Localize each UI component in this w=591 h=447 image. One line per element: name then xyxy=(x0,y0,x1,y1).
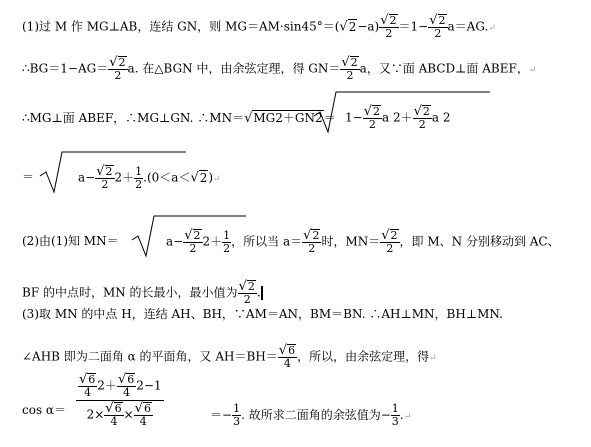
line-2 xyxy=(22,56,536,82)
l9-fraction-1: $\frac{1}{3}$ xyxy=(233,402,241,428)
cos-big-fraction xyxy=(76,373,164,428)
line-4 xyxy=(78,165,221,191)
l5-fraction-4: $\frac{√2}{2}$ xyxy=(381,228,398,255)
line-3 xyxy=(22,110,336,126)
l4-text-b: a− xyxy=(78,170,96,185)
line-3-radicand xyxy=(345,105,451,131)
l5-text-b: a− xyxy=(166,234,184,249)
l9-fraction-2: $\frac{1}{3}$ xyxy=(391,402,399,428)
l2-text-a: ∴BG＝1−AG＝ xyxy=(22,61,109,76)
l7-text-a: (3)取 MN 的中点 H，连结 AH、BH，∵AM＝AN，BM＝BN. ∴AH⊥MN，BH⊥MN. xyxy=(22,307,503,321)
line-9-label xyxy=(22,403,66,417)
l2-text-g: a，又∵面 ABCD⊥面 ABEF， xyxy=(359,61,529,76)
text-cursor xyxy=(261,286,263,300)
l4-fraction-1: $\frac{√2}{2}$ xyxy=(96,164,113,191)
l1-text-i: a＝AG. xyxy=(447,19,489,34)
l5-fraction-1: $\frac{√2}{2}$ xyxy=(184,228,201,255)
l2-fraction-1: $\frac{√2}{2}$ xyxy=(109,55,126,82)
l4-radicand: 2 xyxy=(199,170,208,185)
l5-text-a: (2)由(1)知 MN＝ xyxy=(22,234,119,248)
l3-fraction-1: $\frac{√2}{2}$ xyxy=(363,104,380,131)
l6-text-a: BF 的中点时，MN 的长最小，最小值为 xyxy=(22,285,238,300)
line-5-label xyxy=(22,234,119,248)
paragraph-mark: ↵ xyxy=(488,23,496,34)
line-1 xyxy=(22,14,496,40)
l9-text-t: . xyxy=(399,408,404,422)
l5-text-e: 2＋ xyxy=(202,234,223,249)
sqrt-symbol: √ xyxy=(244,111,253,126)
l3-text-d: 1− xyxy=(345,110,363,125)
l8-text-d: ，所以，由余弦定理，得 xyxy=(297,349,430,364)
l1-text-a: (1)过 M 作 MG⊥AB，连结 GN，则 MG＝AM·sin45°＝( xyxy=(22,19,340,34)
l9-text-q: . 故所求二面角的余弦值为− xyxy=(241,408,391,422)
cos-denominator: 2× $\frac{√6}{4}$ × $\frac{√6}{4}$ xyxy=(86,401,151,428)
l1-fraction-2: $\frac{√2}{2}$ xyxy=(429,13,446,40)
paragraph-mark: ↵ xyxy=(213,174,221,185)
l3-text-j: a 2 xyxy=(431,110,451,125)
line-9-result xyxy=(210,403,411,428)
line-6 xyxy=(22,280,263,306)
line-5 xyxy=(166,229,560,255)
l3-text-a: ∴MG⊥面 ABEF，∴MG⊥GN. ∴MN＝ xyxy=(22,111,245,125)
l4-fraction-2: $\frac{1}{2}$ xyxy=(135,164,143,191)
l9-text-n: ＝− xyxy=(210,408,233,422)
l9-text-a: cos α＝ xyxy=(22,403,67,417)
line-8 xyxy=(22,344,437,370)
paragraph-mark: ↵ xyxy=(528,65,537,76)
l4-text-h: .(0＜a＜ xyxy=(143,170,191,185)
l5-fraction-3: $\frac{√2}{2}$ xyxy=(303,228,320,255)
l1-fraction-1: $\frac{√2}{2}$ xyxy=(380,13,397,40)
l5-text-h: ，所以当 a＝ xyxy=(231,234,303,249)
l1-text-f: ＝1− xyxy=(398,19,429,34)
l3-text-c: ＝ xyxy=(323,111,336,125)
l3-text-g: a 2＋ xyxy=(382,110,413,125)
l5-text-n: ，即 M、N 分别移动到 AC、 xyxy=(399,234,560,249)
l5-text-k: 时，MN＝ xyxy=(321,234,381,249)
l8-fraction-1: $\frac{√6}{4}$ xyxy=(278,343,296,370)
l1-text-c: −a) xyxy=(357,19,380,34)
l3-radicand: MG2＋GN2 xyxy=(253,111,323,125)
l1-radicand: 2 xyxy=(348,19,357,34)
cos-numerator: $\frac{√6}{4}$ 2＋ $\frac{√6}{4}$ 2−1 xyxy=(76,373,164,401)
l2-text-d: a. 在△BGN 中，由余弦定理，得 GN＝ xyxy=(127,61,341,76)
l4-text-a: ＝ xyxy=(22,170,35,184)
sqrt-symbol: √ xyxy=(339,19,348,35)
l3-fraction-2: $\frac{√2}{2}$ xyxy=(413,104,430,131)
l5-fraction-2: $\frac{1}{2}$ xyxy=(223,228,231,255)
l2-fraction-2: $\frac{√2}{2}$ xyxy=(341,55,358,82)
sqrt-symbol: √ xyxy=(190,170,199,186)
l4-text-e: 2＋ xyxy=(114,170,135,185)
paragraph-mark: ↵ xyxy=(403,412,412,422)
l6-fraction-1: $\frac{√2}{2}$ xyxy=(238,279,255,306)
l4-text-j: ) xyxy=(208,170,214,185)
line-7 xyxy=(22,307,503,321)
line-4-equals xyxy=(22,170,34,184)
l8-text-a: ∠AHB 即为二面角 α 的平面角，又 AH＝BH＝ xyxy=(22,349,278,364)
l6-text-d: . xyxy=(256,285,261,300)
paragraph-mark: ↵ xyxy=(429,353,437,364)
